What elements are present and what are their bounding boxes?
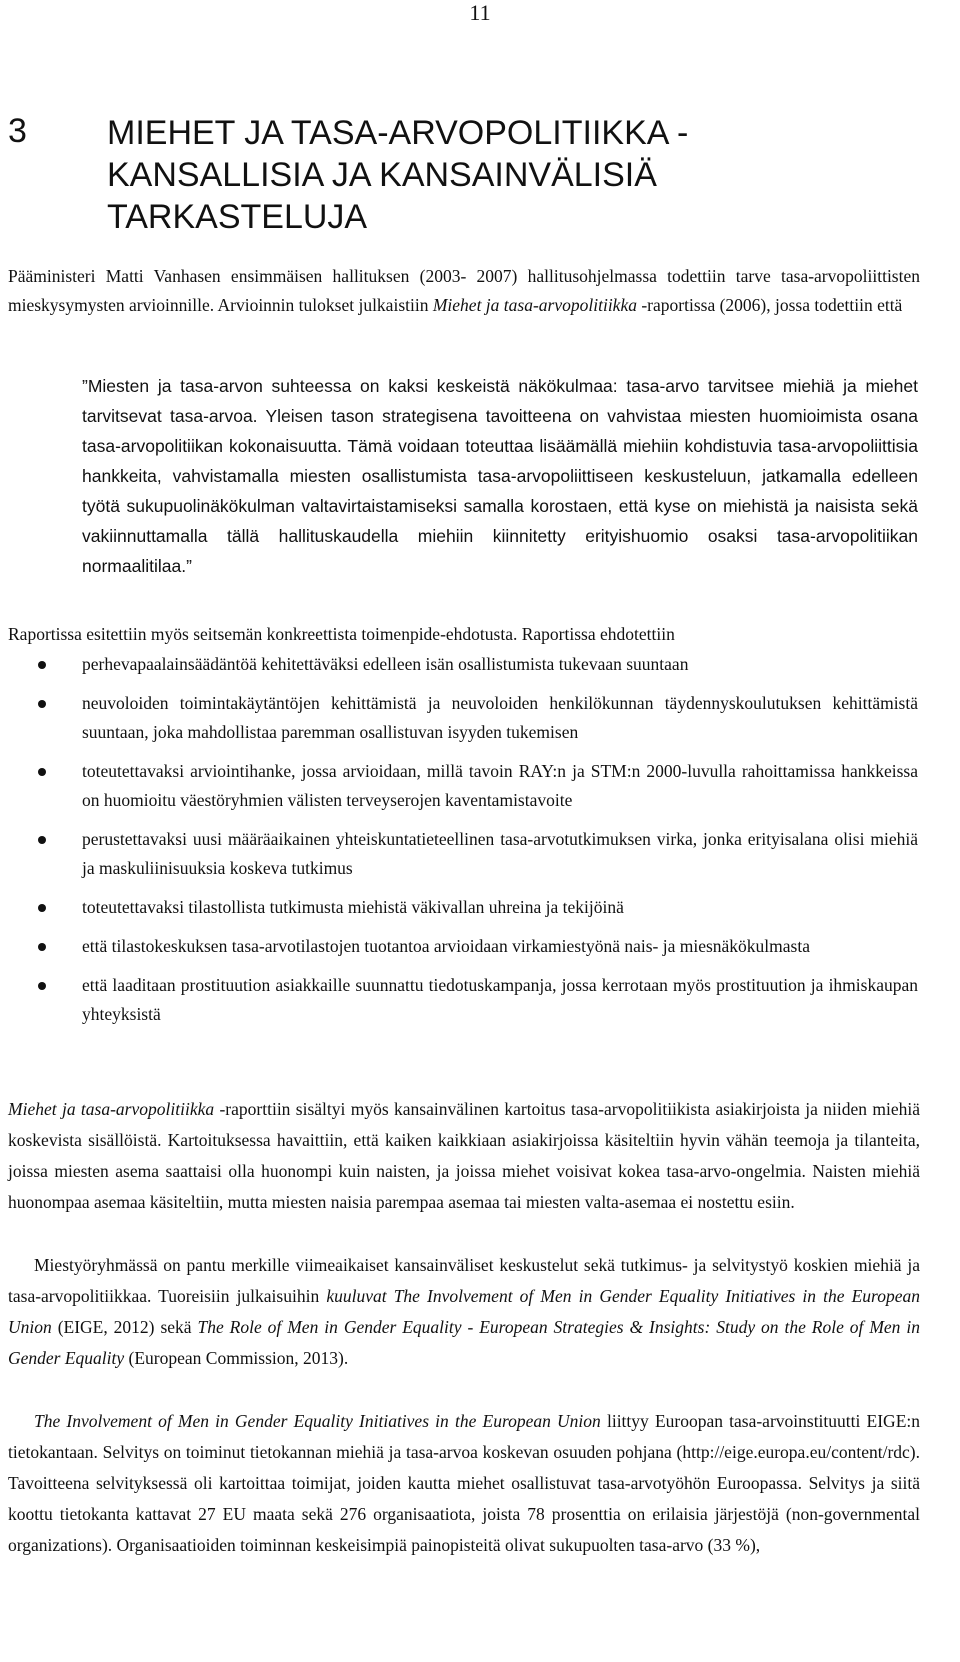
bullet-icon bbox=[38, 943, 46, 951]
intro-tail: -raportissa (2006), jossa todettiin että bbox=[636, 295, 903, 315]
chapter-title-line-2: KANSALLISIA JA KANSAINVÄLISIÄ bbox=[107, 156, 657, 194]
proposals-list bbox=[0, 650, 960, 1039]
bullet-icon bbox=[38, 700, 46, 708]
list-item: perustettavaksi uusi määräaikainen yhteiskuntatieteellinen tasa-arvotutkimuksen virka, jonka erityisalana olisi miehiä ja maskuliinisuuksia koskeva tutkimus bbox=[0, 825, 918, 883]
chapter-number: 3 bbox=[8, 112, 27, 150]
list-item: toteutettavaksi tilastollista tutkimusta miehistä väkivallan uhreina ja tekijöinä bbox=[0, 893, 918, 922]
intro-report-title: Miehet ja tasa-arvopolitiikka bbox=[432, 295, 637, 315]
bullet-icon bbox=[38, 904, 46, 912]
bullet-icon bbox=[38, 661, 46, 669]
intro-paragraph bbox=[8, 262, 920, 320]
list-item: että tilastokeskuksen tasa-arvotilastojen tuotantoa arvioidaan virkamiestyönä nais- ja miesnäkökulmasta bbox=[0, 932, 918, 961]
list-item: että laaditaan prostituution asiakkaille suunnattu tiedotuskampanja, jossa kerrotaan myös prostituution ja ihmiskaupan yhteyksistä bbox=[0, 971, 918, 1029]
list-item: perhevapaalainsäädäntöä kehitettäväksi edelleen isän osallistumista tukevaan suuntaan bbox=[0, 650, 918, 679]
list-item: toteutettavaksi arviointihanke, jossa arvioidaan, millä tavoin RAY:n ja STM:n 2000-luvulla rahoittamissa hankkeissa on huomioitu väestöryhmien välisten terveyserojen kaventamistavoite bbox=[0, 757, 918, 815]
chapter-title-line-3: TARKASTELUJA bbox=[107, 198, 368, 236]
chapter-title-line-1: MIEHET JA TASA-ARVOPOLITIIKKA - bbox=[107, 114, 689, 152]
paragraph-survey: Miehet ja tasa-arvopolitiikka -raporttiin sisältyi myös kansainvälinen kartoitus tasa-arvopolitiikista asiakirjoista ja niiden miehiä koskevista sisällöistä. Kartoituksessa havaittiin, että kaiken kaikkiaan asiakirjoissa käsiteltiin hyvin vähän teemoja ja tilanteita, joissa miesten asema saattaisi olla huonompi kuin naisten, ja joissa miehet voisivat kokea tasa-arvo-ongelmia. Naisten miehiä huonompaa asemaa käsiteltiin, mutta miesten naisia parempaa asemaa tai miesten valta-asemaa ei nostettu esiin. bbox=[8, 1099, 920, 1212]
intro-text: Pääministeri Matti Vanhasen ensimmäisen hallituksen (2003- 2007) hallitusohjelmassa todettiin tarve tasa-arvopoliittisten mieskysymysten arvioinnille. Arvioinnin tulokset julkaistiin bbox=[8, 266, 920, 315]
list-item: neuvoloiden toimintakäytäntöjen kehittämistä ja neuvoloiden henkilökunnan täydennyskoulutuksen kehittämistä suuntaan, joka mahdollistaa paremman osallistuvan isyyden tukemisen bbox=[0, 689, 918, 747]
eige-link[interactable]: http://eige.europa.eu/content/rdc bbox=[682, 1442, 910, 1462]
report-quote: ”Miesten ja tasa-arvon suhteessa on kaksi keskeistä näkökulmaa: tasa-arvo tarvitsee miehiä ja miehet tarvitsevat tasa-arvoa. Yleisen tason strategisena tavoitteena on vahvistaa miesten huomioimista osana tasa-arvopolitiikan kokonaisuutta. Tämä voidaan toteuttaa lisäämällä miehiin kohdistuvia tasa-arvopoliittisia hankkeita, vahvistamalla miesten osallistumista tasa-arvopoliittiseen keskusteluun, jatkamalla edelleen työtä sukupuolinäkökulman valtavirtaistamiseksi samalla korostaen, että kyse on miehistä ja naisista sekä vakiinnuttamalla tällä hallituskaudella miehiin kiinnitetty erityishuomio osaksi tasa-arvopolitiikan normaalitilaa.” bbox=[82, 376, 918, 576]
paragraph-working-group: Miestyöryhmässä on pantu merkille viimeaikaiset kansainväliset keskustelut sekä tutkimus- ja selvitystyö koskien miehiä ja tasa-arvopolitiikkaa. Tuoreisiin julkaisuihin kuuluvat The Involvement of Men in Gender Equality Initiatives in the European Union (EIGE, 2012) sekä The Role of Men in Gender Equality - European Strategies & Insights: Study on the Role of Men in Gender Equality (European Commission, 2013). bbox=[8, 1255, 920, 1368]
chapter-title bbox=[107, 112, 927, 238]
bullet-icon bbox=[38, 836, 46, 844]
bullet-icon bbox=[38, 982, 46, 990]
proposals-intro: Raportissa esitettiin myös seitsemän konkreettista toimenpide-ehdotusta. Raportissa ehdotettiin bbox=[8, 624, 675, 644]
bullet-icon bbox=[38, 768, 46, 776]
paragraph-eige: The Involvement of Men in Gender Equality Initiatives in the European Union liittyy Euroopan tasa-arvoinstituutti EIGE:n tietokantaan. Selvitys on toiminut tietokannan miehiä ja tasa-arvoa koskevan osuuden pohjana (http://eige.europa.eu/content/rdc). Tavoitteena selvityksessä oli kartoittaa toimijat, joiden kautta miehet osallistuvat tasa-arvotyöhön Euroopassa. Selvitys ja siitä koottu tietokanta kattavat 27 EU maata sekä 276 organisaatiota, joista 78 prosenttia on erilaisia järjestöjä (non-governmental organizations). Organisaatioiden toiminnan keskeisimpiä painopisteitä olivat sukupuolten tasa-arvo (33 %), bbox=[8, 1411, 920, 1555]
page-number: 11 bbox=[469, 0, 491, 25]
survey-report-title: Miehet ja tasa-arvopolitiikka bbox=[8, 1099, 215, 1119]
